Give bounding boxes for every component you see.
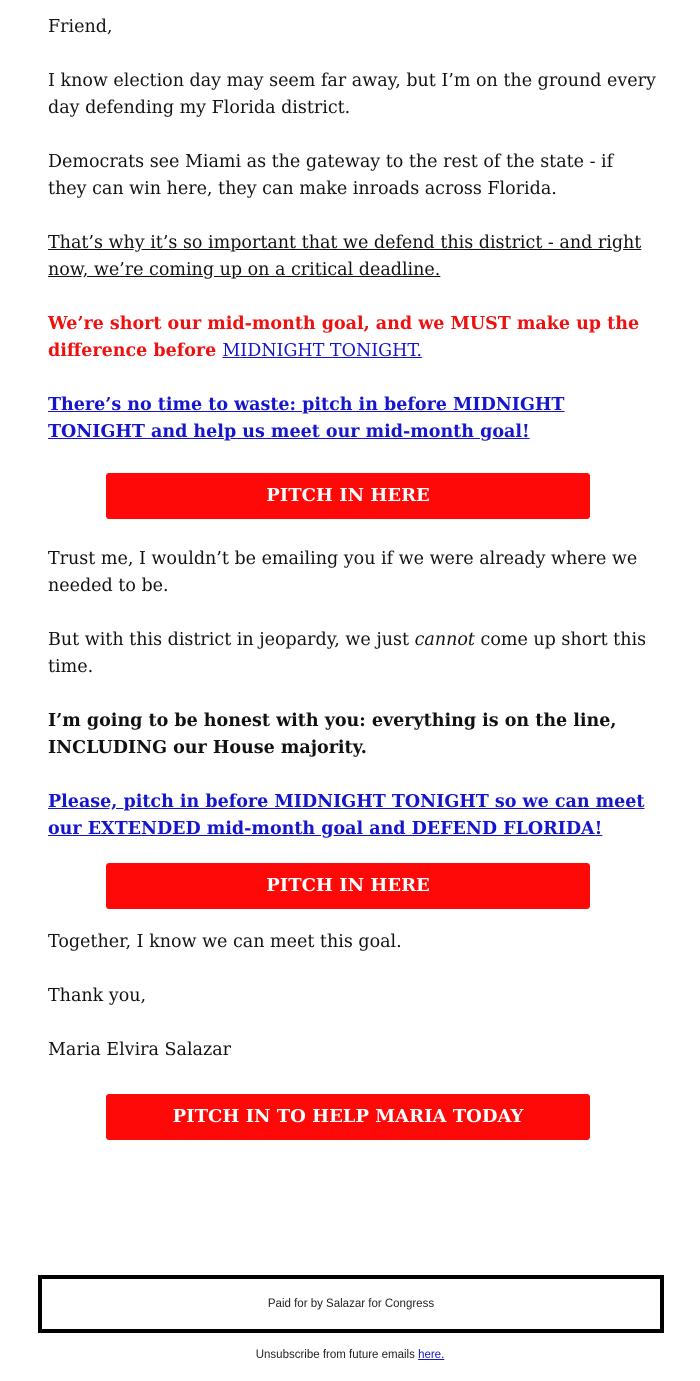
paragraph-goal xyxy=(48,311,656,365)
jeopardy-emphasis: cannot xyxy=(414,630,475,650)
button-wrap-2 xyxy=(48,863,656,909)
jeopardy-text-after: come up short this time. xyxy=(48,630,647,677)
paragraph-honest: I’m going to be honest with you: everything is on the line, INCLUDING our House majority. xyxy=(48,711,617,758)
button-wrap-1 xyxy=(48,473,656,519)
pitch-in-button-1[interactable]: PITCH IN HERE xyxy=(106,473,590,519)
pitch-in-link-2[interactable]: Please, pitch in before MIDNIGHT TONIGHT so we can meet our EXTENDED mid-month goal and DEFEND FLORIDA! xyxy=(48,792,645,839)
paragraph-trust: Trust me, I wouldn’t be emailing you if we were already where we needed to be. xyxy=(48,549,638,596)
unsubscribe-line xyxy=(0,1349,700,1361)
jeopardy-text-before: But with this district in jeopardy, we just xyxy=(48,630,415,650)
paragraph-thanks: Thank you, xyxy=(48,986,147,1006)
paid-for-box xyxy=(38,1275,664,1333)
pitch-in-button-2[interactable]: PITCH IN HERE xyxy=(106,863,590,909)
paragraph-miami: Democrats see Miami as the gateway to the rest of the state - if they can win here, they can make inroads across Florida. xyxy=(48,152,614,199)
unsubscribe-text: Unsubscribe from future emails xyxy=(255,1349,419,1361)
midnight-tonight-link[interactable]: MIDNIGHT TONIGHT. xyxy=(222,341,423,361)
unsubscribe-link[interactable]: here. xyxy=(418,1349,445,1361)
button-wrap-3 xyxy=(48,1094,656,1140)
paragraph-link-2 xyxy=(48,789,656,843)
paragraph-intro: I know election day may seem far away, but I’m on the ground every day defending my Florida district. xyxy=(48,71,656,118)
signature: Maria Elvira Salazar xyxy=(48,1040,231,1060)
paragraph-link-1 xyxy=(48,392,656,446)
paragraph-deadline: That’s why it’s so important that we defend this district - and right now, we’re coming up on a critical deadline. xyxy=(48,233,642,280)
email-body xyxy=(48,14,656,1140)
paid-for-text: Paid for by Salazar for Congress xyxy=(267,1298,435,1310)
paragraph-together: Together, I know we can meet this goal. xyxy=(48,932,402,952)
greeting: Friend, xyxy=(48,17,113,37)
paragraph-jeopardy xyxy=(48,627,656,681)
pitch-in-link-1[interactable]: There’s no time to waste: pitch in before MIDNIGHT TONIGHT and help us meet our mid-month goal! xyxy=(48,395,565,442)
pitch-in-help-maria-button[interactable]: PITCH IN TO HELP MARIA TODAY xyxy=(106,1094,590,1140)
goal-text: We’re short our mid-month goal, and we MUST make up the difference before xyxy=(48,314,640,361)
